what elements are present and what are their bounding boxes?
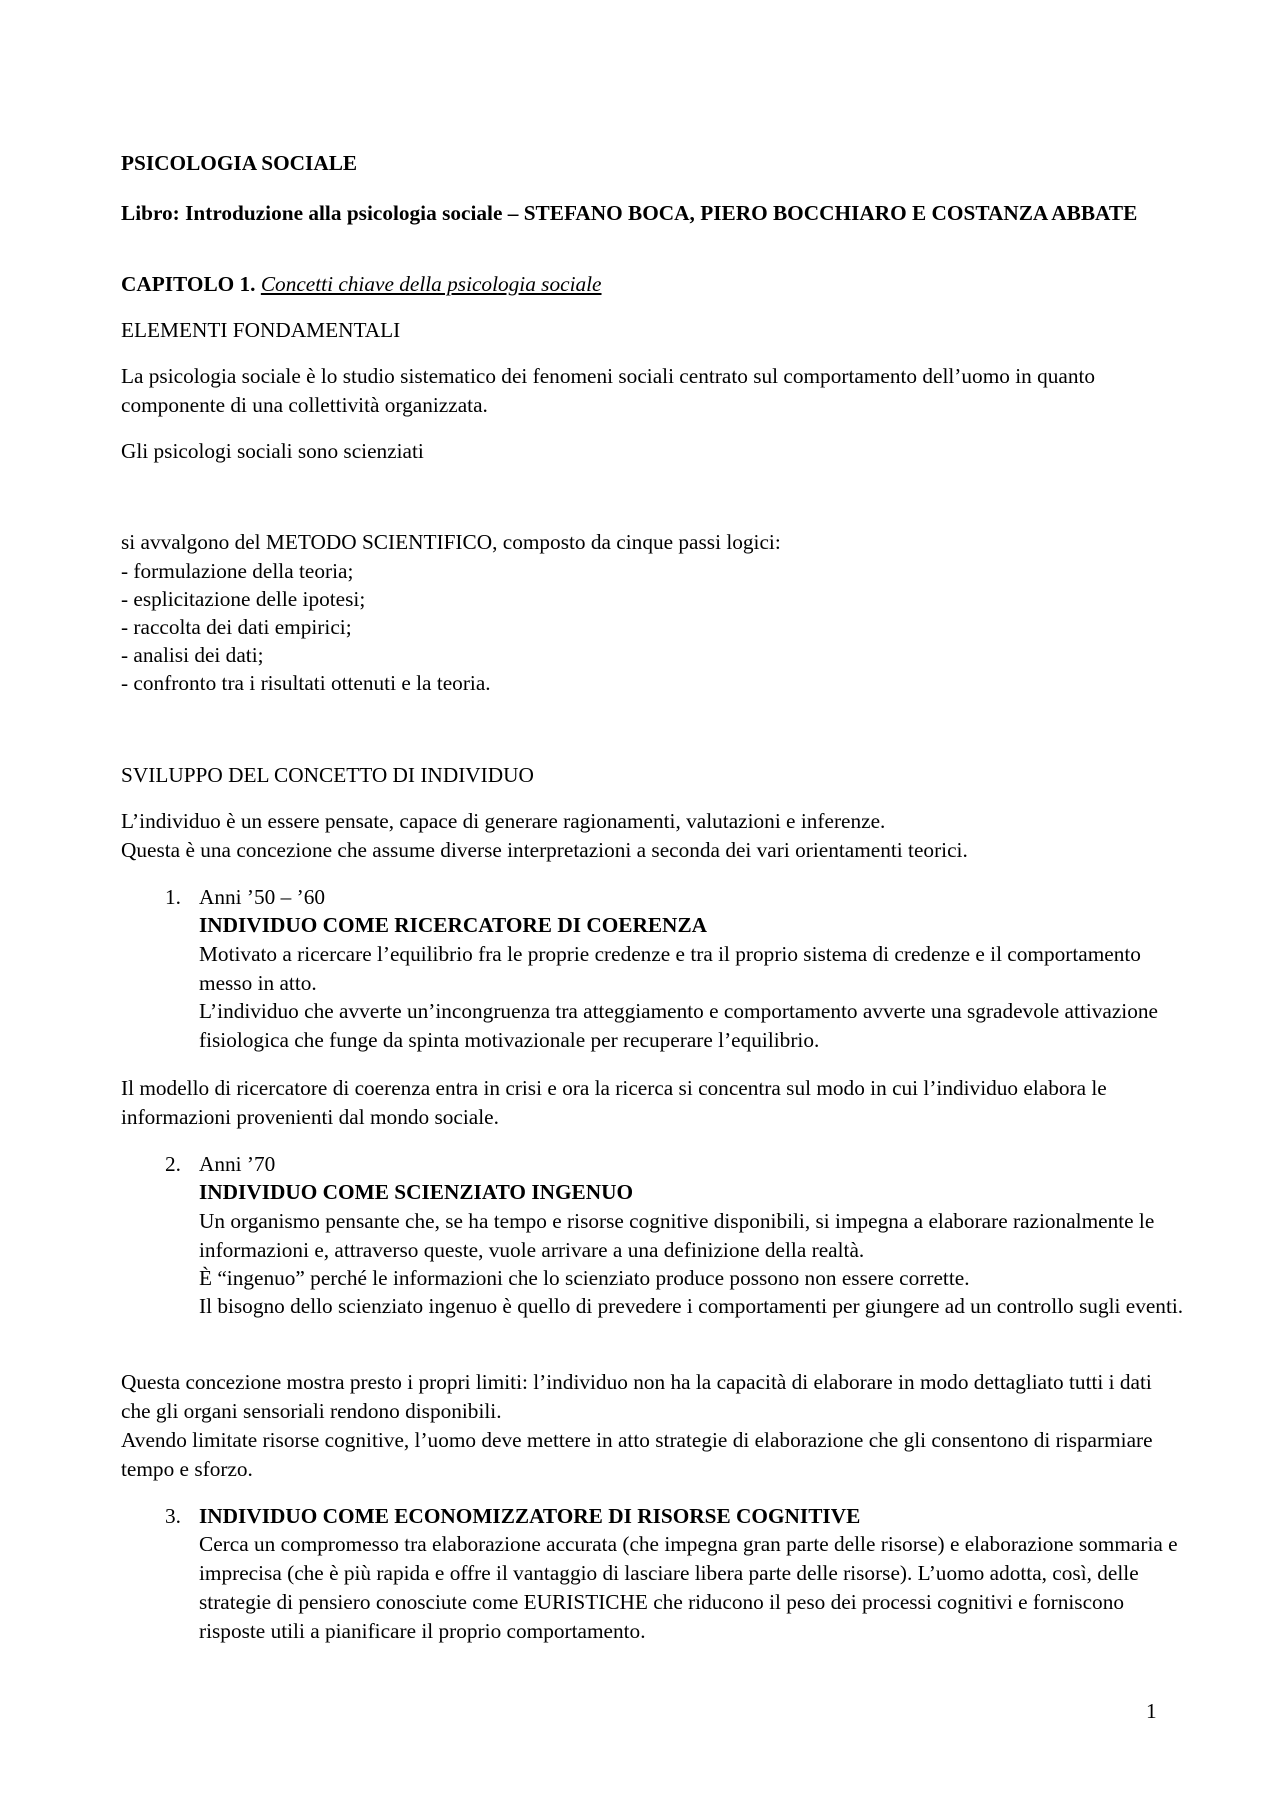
list-item-title: INDIVIDUO COME ECONOMIZZATORE DI RISORSE COGNITIVE [199,1504,861,1528]
list-item-text: Il bisogno dello scienziato ingenuo è quello di prevedere i comportamenti per giungere ad un controllo sugli eventi. [199,1294,1184,1318]
paragraph-definition: La psicologia sociale è lo studio sistematico dei fenomeni sociali centrato sul comportamento dell’uomo in quanto componente di una collettività organizzata. [121,364,1096,417]
method-step: - raccolta dei dati empirici; [121,615,352,639]
list-item-title: INDIVIDUO COME RICERCATORE DI COERENZA [199,913,708,937]
paragraph-between-2b: Avendo limitate risorse cognitive, l’uomo deve mettere in atto strategie di elaborazione che gli consentono di risparmiare tempo e sforzo. [121,1428,1153,1481]
list-item-period: Anni ’70 [199,1152,276,1176]
paragraph-individuo-line1: L’individuo è un essere pensate, capace di generare ragionamenti, valutazioni e inferenze. [121,809,886,833]
paragraph-between-2a: Questa concezione mostra presto i propri limiti: l’individuo non ha la capacità di elaborare in modo dettagliato tutti i dati che gli organi sensoriali rendono disponibili. [121,1370,1152,1423]
list-number: 3. [165,1504,181,1528]
method-step: - analisi dei dati; [121,643,264,667]
method-step: - confronto tra i risultati ottenuti e la teoria. [121,671,491,695]
document-title: PSICOLOGIA SOCIALE [121,151,358,175]
chapter-label: CAPITOLO 1. [121,272,256,296]
section-heading-sviluppo: SVILUPPO DEL CONCETTO DI INDIVIDUO [121,763,534,787]
section-heading-elementi: ELEMENTI FONDAMENTALI [121,318,401,342]
list-item-period: Anni ’50 – ’60 [199,885,325,909]
list-number: 1. [165,885,181,909]
list-item-text: È “ingenuo” perché le informazioni che lo scienziato produce possono non essere corrette. [199,1266,970,1290]
chapter-heading [121,270,1171,299]
list-item-text: Motivato a ricercare l’equilibrio fra le proprie credenze e tra il proprio sistema di credenze e il comportamento messo in atto. [199,942,1141,995]
list-item-text: L’individuo che avverte un’incongruenza tra atteggiamento e comportamento avverte una sgradevole attivazione fisiologica che funge da spinta motivazionale per recuperare l’equilibrio. [199,999,1158,1052]
method-step: - esplicitazione delle ipotesi; [121,587,366,611]
method-step: - formulazione della teoria; [121,559,354,583]
list-item-title: INDIVIDUO COME SCIENZIATO INGENUO [199,1180,634,1204]
paragraph-method-intro: si avvalgono del METODO SCIENTIFICO, composto da cinque passi logici: [121,530,781,554]
paragraph-between-1: Il modello di ricercatore di coerenza entra in crisi e ora la ricerca si concentra sul modo in cui l’individuo elabora le informazioni provenienti dal mondo sociale. [121,1076,1107,1129]
chapter-title: Concetti chiave della psicologia sociale [260,272,602,296]
list-item-text: Cerca un compromesso tra elaborazione accurata (che impegna gran parte delle risorse) e elaborazione sommaria e imprecisa (che è più rapida e offre il vantaggio di lasciare libera parte delle risorse). L’uomo adotta, così, delle strategie di pensiero conosciute come EURISTICHE che riducono il peso dei processi cognitivi e forniscono risposte utili a pianificare il proprio comportamento. [199,1532,1178,1643]
page-number: 1 [1146,1699,1157,1723]
paragraph-scientists: Gli psicologi sociali sono scienziati [121,439,424,463]
book-reference: Libro: Introduzione alla psicologia sociale – STEFANO BOCA, PIERO BOCCHIARO E COSTANZA ABBATE [121,201,1138,225]
list-item-text: Un organismo pensante che, se ha tempo e risorse cognitive disponibili, si impegna a elaborare razionalmente le informazioni e, attraverso queste, vuole arrivare a una definizione della realtà. [199,1209,1155,1262]
paragraph-individuo-line2: Questa è una concezione che assume diverse interpretazioni a seconda dei vari orientamenti teorici. [121,838,968,862]
list-number: 2. [165,1152,181,1176]
